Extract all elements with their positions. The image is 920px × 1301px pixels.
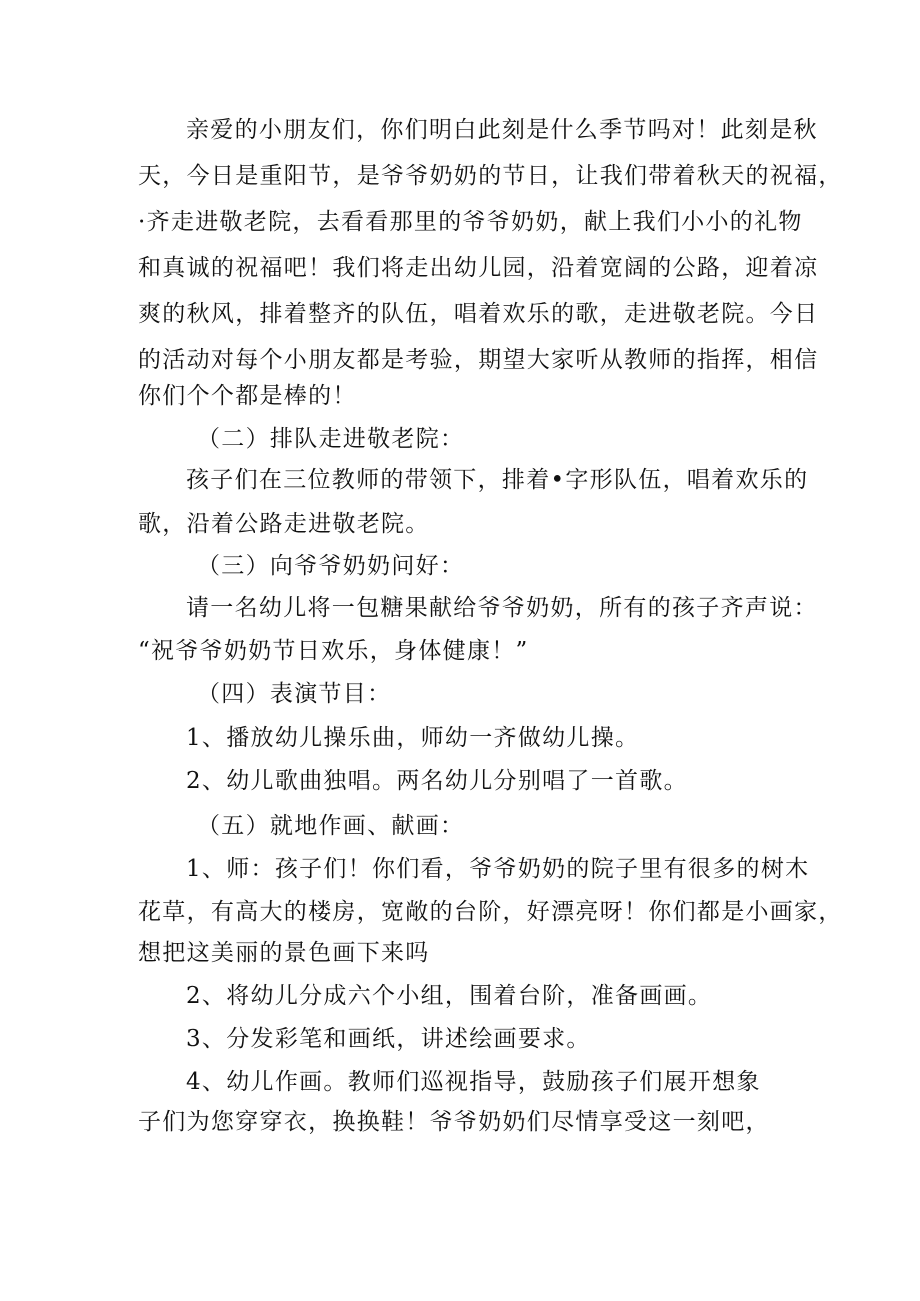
list-item: 1、师：孩子们！你们看，爷爷奶奶的院子里有很多的树木 — [186, 856, 810, 882]
paragraph-line: 歌，沿着公路走进敬老院。 — [138, 511, 430, 537]
list-item: 2、将幼儿分成六个小组，围着台阶，准备画画。 — [186, 983, 713, 1009]
list-item: 1、播放幼儿操乐曲，师幼一齐做幼儿操。 — [186, 725, 640, 751]
paragraph-line: 天，今日是重阳节，是爷爷奶奶的节日，让我们带着秋天的祝福， — [138, 163, 843, 189]
paragraph-line: “祝爷爷奶奶节日欢乐，身体健康！” — [138, 638, 529, 664]
paragraph-line: 花草，有高大的楼房，宽敞的台阶，好漂亮呀！你们都是小画家， — [138, 899, 843, 925]
paragraph-line: 亲爱的小朋友们，你们明白此刻是什么季节吗对！此刻是秋 — [186, 117, 818, 143]
paragraph-line: 和真诚的祝福吧！我们将走出幼儿园，沿着宽阔的公路，迎着凉 — [138, 255, 819, 281]
paragraph-line: ·齐走进敬老院，去看看那里的爷爷奶奶，献上我们小小的礼物 — [138, 209, 803, 235]
list-item: 3、分发彩笔和画纸，讲述绘画要求。 — [186, 1026, 591, 1052]
section-heading: （四）表演节目： — [197, 681, 392, 707]
list-item: 2、幼儿歌曲独唱。两名幼儿分别唱了一首歌。 — [186, 768, 688, 794]
paragraph-line: 的活动对每个小朋友都是考验，期望大家听从教师的指挥，相信 — [138, 347, 819, 373]
section-heading: （五）就地作画、献画： — [197, 813, 465, 839]
paragraph-line: 请一名幼儿将一包糖果献给爷爷奶奶，所有的孩子齐声说： — [186, 595, 818, 621]
section-heading: （二）排队走进敬老院： — [197, 426, 465, 452]
paragraph-line: 子们为您穿穿衣，换换鞋！爷爷奶奶们尽情享受这一刻吧， — [138, 1109, 770, 1135]
paragraph-line: 爽的秋风，排着整齐的队伍，唱着欢乐的歌，走进敬老院。今日 — [138, 301, 819, 327]
paragraph-line: 你们个个都是棒的！ — [138, 383, 357, 409]
list-item: 4、幼儿作画。教师们巡视指导，鼓励孩子们展开想象 — [186, 1069, 761, 1095]
paragraph-line: 想把这美丽的景色画下来吗 — [138, 940, 430, 966]
section-heading: （三）向爷爷奶奶问好： — [197, 553, 465, 579]
paragraph-line: 孩子们在三位教师的带领下，排着•字形队伍，唱着欢乐的 — [186, 467, 809, 493]
